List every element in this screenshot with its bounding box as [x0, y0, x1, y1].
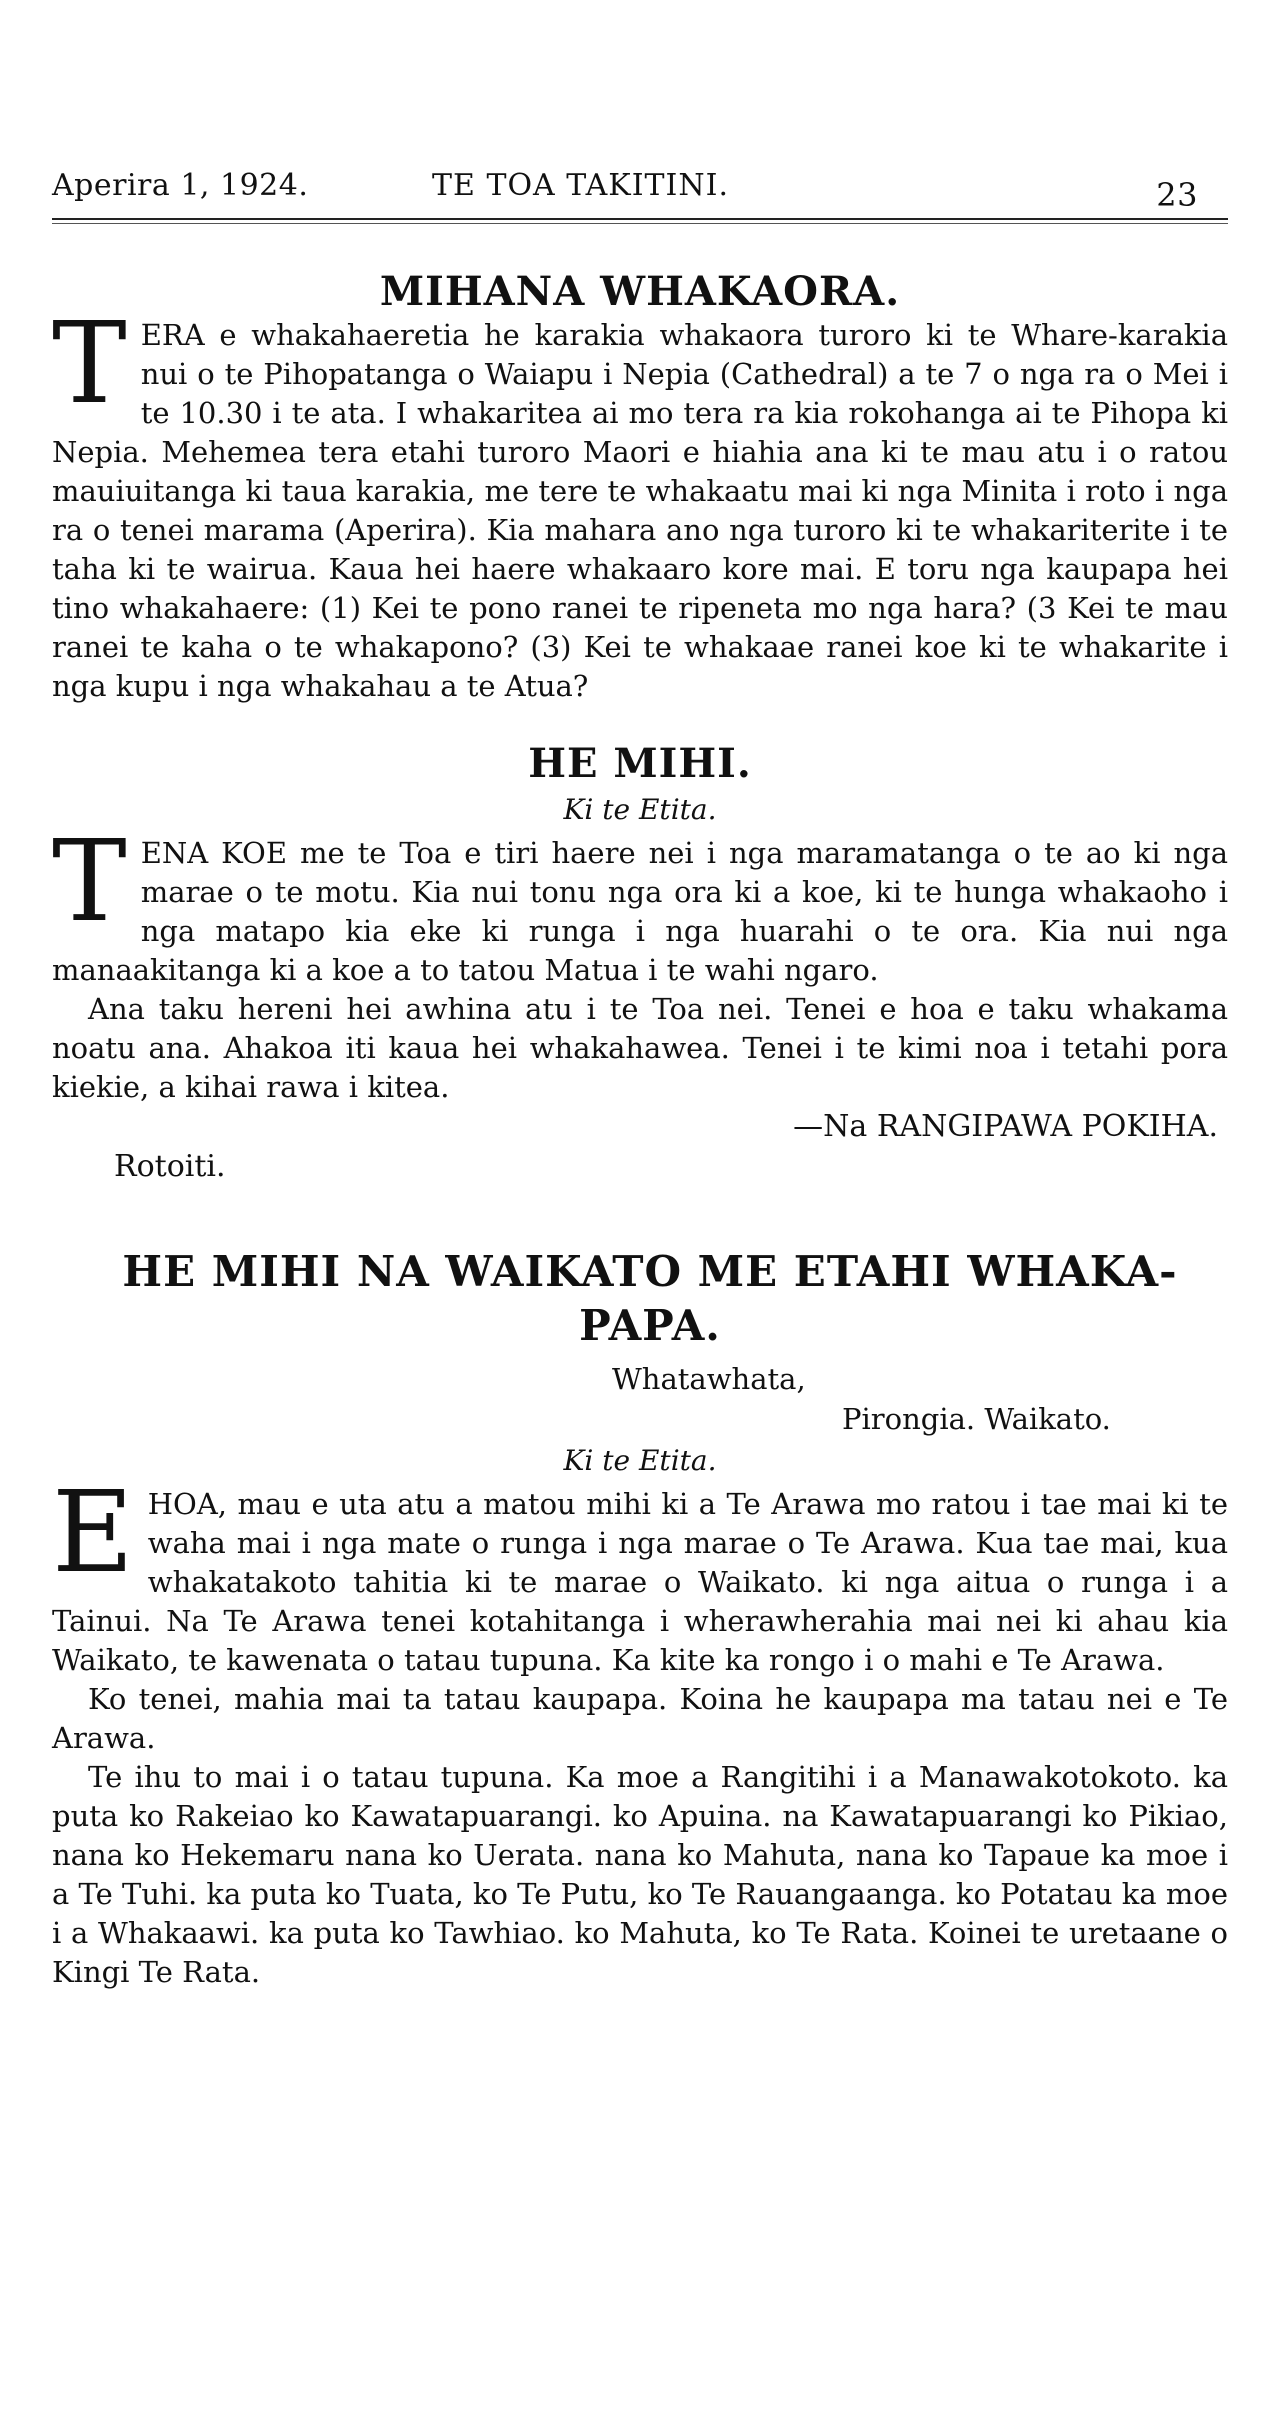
waikato-paragraph-1	[52, 1468, 1228, 1680]
mihi-signature: —Na RANGIPAWA POKIHA.	[793, 1109, 1218, 1144]
mihi-paragraph-1	[52, 817, 1228, 990]
issue-date: Aperira 1, 1924.	[52, 168, 309, 203]
mihana-heading: MIHANA WHAKAORA.	[379, 268, 901, 315]
waikato-subheading: Ki te Etita.	[563, 1444, 717, 1477]
mihi-place: Rotoiti.	[114, 1149, 226, 1184]
waikato-address-2: Pirongia. Waikato.	[842, 1402, 1111, 1436]
header-rule	[52, 218, 1228, 224]
mihi-subheading: Ki te Etita.	[563, 793, 717, 826]
waikato-paragraph-3: Te ihu to mai i o tatau tupuna. Ka moe a Rangitihi i a Manawakotokoto. ka puta ko Rakeiao ko Kawatapuarangi. ko Apuina. na Kawatapuarangi ko Pikiao, nana ko Hekemaru nana ko Uerata. nana ko Mahuta, nana ko Tapaue ka moe i a Te Tuhi. ka puta ko Tuata, ko Te Putu, ko Te Rauangaanga. ko Potatau ka moe i a Whakaawi. ka puta ko Tawhiao. ko Mahuta, ko Te Rata. Koinei te uretaane o Kingi Te Rata.	[52, 1760, 1228, 1989]
mihana-text: ERA e whakahaeretia he karakia whakaora turoro ki te Whare-karakia nui o te Pihopatanga o Waiapu i Nepia (Cathedral) a te 7 o nga ra o Mei i te 10.30 i te ata. I whakaritea ai mo tera ra kia rokohanga ai te Pihopa ki Nepia. Mehemea tera etahi turoro Maori e hiahia ana ki te mau atu i o ratou mauiuitanga ki taua karakia, me tere te whakaatu mai ki nga Minita i roto i nga ra o tenei marama (Aperira). Kia mahara ano nga turoro ki te whakariterite i te taha ki te wairua. Kaua hei haere whakaaro kore mai. E toru nga kaupapa hei tino whakahaere: (1) Kei te pono ranei te ripeneta mo nga hara? (3 Kei te mau ranei te kaha o te whakapono? (3) Kei te whakaae ranei koe ki te whakarite i nga kupu i nga whakahau a te Atua?	[52, 318, 1228, 703]
newspaper-page	[52, 160, 1228, 1992]
mihi-dropcap: T	[52, 817, 127, 947]
running-header	[52, 160, 1228, 216]
waikato-heading-line-1: HE MIHI NA WAIKATO ME ETAHI WHAKA-	[122, 1247, 1178, 1296]
mihana-article	[52, 299, 1228, 706]
mihi-heading: HE MIHI.	[528, 740, 752, 787]
newspaper-title: TE TOA TAKITINI.	[432, 168, 730, 203]
mihi-text-1: ENA KOE me te Toa e tiri haere nei i nga maramatanga o te ao ki nga marae o te motu. Kia nui tonu nga ora ki a koe, ki te hunga whakaoho i nga matapo kia eke ki runga i nga huarahi o te ora. Kia nui nga manaakitanga ki a koe a to tatou Matua i te wahi ngaro.	[52, 836, 1228, 987]
page-number: 23	[1156, 176, 1198, 214]
waikato-heading	[52, 1245, 1228, 1353]
waikato-dropcap: E	[52, 1468, 134, 1598]
waikato-heading-line-2: PAPA.	[579, 1301, 721, 1350]
waikato-text-1: HOA, mau e uta atu a matou mihi ki a Te Arawa mo ratou i tae mai ki te waha mai i nga mate o runga i nga marae o Te Arawa. Kua tae mai, kua whakatakoto tahitia ki te marae o Waikato. ki nga aitua o runga i a Tainui. Na Te Arawa tenei kotahitanga i wherawherahia mai nei ki ahau kia Waikato, te kawenata o tatau tupuna. Ka kite ka rongo i o mahi e Te Arawa.	[52, 1487, 1228, 1677]
mihi-paragraph-2: Ana taku hereni hei awhina atu i te Toa nei. Tenei e hoa e taku whakama noatu ana. Ahakoa iti kaua hei whakahawea. Tenei i te kimi noa i tetahi pora kiekie, a kihai rawa i kitea.	[52, 992, 1228, 1104]
waikato-address-1: Whatawhata,	[612, 1362, 806, 1396]
waikato-paragraph-2: Ko tenei, mahia mai ta tatau kaupapa. Koina he kaupapa ma tatau nei e Te Arawa.	[52, 1682, 1228, 1755]
mihana-dropcap: T	[52, 299, 127, 429]
